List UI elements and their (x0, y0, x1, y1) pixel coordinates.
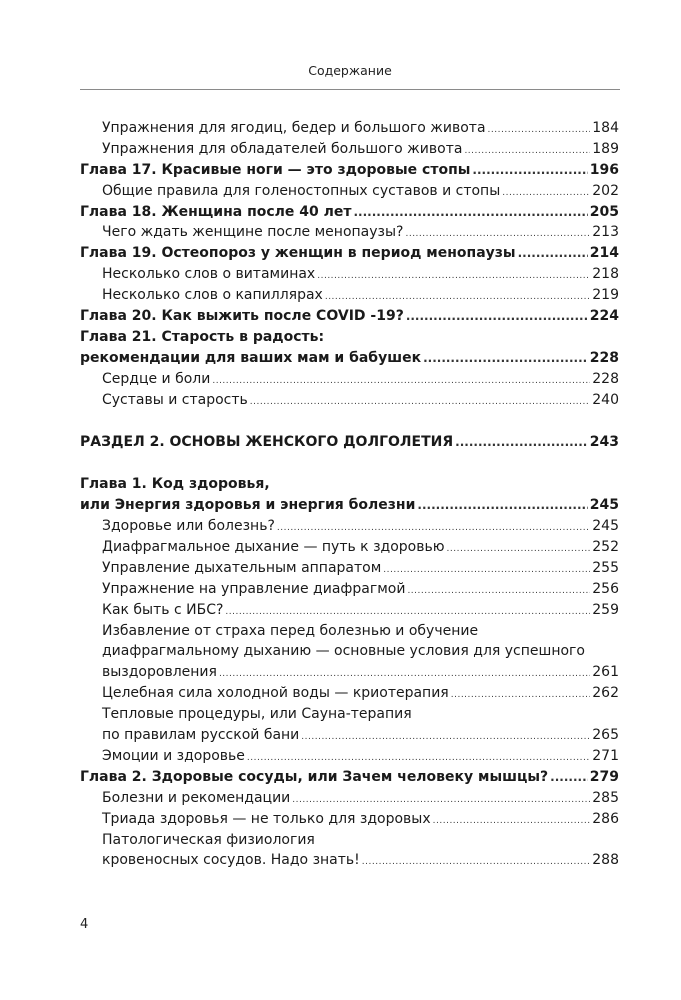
toc-entry-page: 288 (592, 852, 619, 869)
toc-entry-page: 279 (589, 768, 619, 785)
toc-entry-page: 271 (592, 747, 619, 764)
toc-subsection-entry[interactable] (80, 621, 619, 642)
toc-subsection-entry[interactable] (80, 139, 619, 160)
toc-entry-page: 261 (592, 664, 619, 681)
toc-entry-page: 243 (589, 433, 619, 450)
dot-leader (362, 852, 590, 873)
toc-entry-title: Тепловые процедуры, или Сауна-терапия (102, 706, 412, 723)
toc-entry-page: 214 (589, 245, 619, 262)
dot-leader (423, 348, 588, 369)
toc-entry-page: 205 (589, 203, 619, 220)
toc-chapter-entry[interactable] (80, 243, 619, 264)
dot-leader (407, 581, 590, 602)
toc-entry-title: Избавление от страха перед болезнью и обучение (102, 622, 479, 639)
toc-entry-title: Управление дыхательным аппаратом (102, 559, 382, 576)
toc-entry-page: 245 (592, 518, 619, 535)
toc-subsection-entry[interactable] (80, 579, 619, 600)
toc-subsection-entry[interactable] (80, 558, 619, 579)
toc-entry-page: 265 (592, 727, 619, 744)
toc-entry-title: РАЗДЕЛ 2. ОСНОВЫ ЖЕНСКОГО ДОЛГОЛЕТИЯ (80, 433, 454, 450)
toc-subsection-entry[interactable] (80, 683, 619, 704)
dot-leader (451, 685, 591, 706)
toc-entry-page: 228 (589, 349, 619, 366)
dot-leader (472, 160, 587, 181)
toc-entry-title: или Энергия здоровья и энергия болезни (80, 497, 416, 514)
header-rule (80, 89, 620, 90)
toc-entry-title: по правилам русской бани (102, 727, 300, 744)
toc-entry-title: Упражнение на управление диафрагмой (102, 580, 406, 597)
toc-entry-page: 189 (592, 140, 619, 157)
toc-entry-title: Сердце и боли (102, 370, 211, 387)
dot-leader (247, 748, 590, 769)
toc-entry-title: Общие правила для голеностопных суставов и стопы (102, 182, 501, 199)
toc-subsection-entry[interactable] (80, 830, 619, 851)
toc-subsection-entry[interactable] (80, 662, 619, 683)
toc-entry-title: Глава 21. Старость в радость: (80, 328, 325, 345)
toc-subsection-entry[interactable] (80, 850, 619, 871)
toc-entry-page: 213 (592, 224, 619, 241)
toc-entry-title: Целебная сила холодной воды — криотерапия (102, 685, 449, 702)
toc-subsection-entry[interactable] (80, 809, 619, 830)
dot-leader (550, 767, 588, 788)
toc-entry-page: 255 (592, 559, 619, 576)
dot-leader (405, 224, 590, 245)
toc-entry-title: рекомендации для ваших мам и бабушек (80, 349, 422, 366)
toc-entry-title: Как быть с ИБС? (102, 601, 224, 618)
dot-leader (317, 266, 590, 287)
toc-subsection-entry[interactable] (80, 390, 619, 411)
toc-entry-page: 240 (592, 391, 619, 408)
dot-leader (225, 602, 590, 623)
toc-entry-page: 262 (592, 685, 619, 702)
toc-entry-title: Глава 1. Код здоровья, (80, 476, 270, 493)
toc-entry-title: Триада здоровья — не только для здоровых (102, 810, 431, 827)
toc-entry-page: 256 (592, 580, 619, 597)
toc-subsection-entry[interactable] (80, 264, 619, 285)
toc-entry-title: выздоровления (102, 664, 217, 681)
toc-entry-page: 228 (592, 370, 619, 387)
toc-entry-title: Глава 20. Как выжить после COVID -19? (80, 308, 404, 325)
section-gap (80, 453, 619, 475)
dot-leader (301, 727, 590, 748)
toc-entry-title: Упражнения для ягодиц, бедер и большого живота (102, 120, 486, 136)
toc-chapter-entry[interactable] (80, 327, 619, 348)
dot-leader (250, 392, 590, 413)
page-number: 4 (80, 917, 89, 932)
toc-subsection-entry[interactable] (80, 369, 619, 390)
toc-entry-title: Патологическая физиология (102, 831, 315, 848)
section-gap (80, 410, 619, 432)
dot-leader (354, 202, 588, 223)
toc-chapter-entry[interactable] (80, 767, 619, 788)
dot-leader (455, 432, 588, 453)
toc-entry-page: 285 (592, 789, 619, 806)
toc-entry-title: Диафрагмальное дыхание — путь к здоровью (102, 539, 445, 556)
toc-entry-title: Эмоции и здоровье (102, 747, 245, 764)
toc-entry-page: 245 (589, 497, 619, 514)
dot-leader (488, 120, 591, 141)
toc-entry-title: Глава 19. Остеопороз у женщин в период менопаузы (80, 245, 516, 262)
toc-entry-title: диафрагмальному дыханию — основные условия для успешного (102, 643, 585, 660)
toc-entry-title: Здоровье или болезнь? (102, 518, 275, 535)
toc-subsection-entry[interactable] (80, 537, 619, 558)
toc-subsection-entry[interactable] (80, 516, 619, 537)
toc-subsection-entry[interactable] (80, 600, 619, 621)
dot-leader (325, 287, 590, 308)
toc-subsection-entry[interactable] (80, 725, 619, 746)
toc-entry-page: 196 (589, 161, 619, 178)
toc-chapter-entry[interactable] (80, 348, 619, 369)
toc-entry-page: 286 (592, 810, 619, 827)
toc-subsection-entry[interactable] (80, 746, 619, 767)
toc-entry-title: Глава 17. Красивые ноги — это здоровые стопы (80, 161, 471, 178)
toc-entry-page: 224 (589, 308, 619, 325)
toc-entry-title: Глава 18. Женщина после 40 лет (80, 203, 352, 220)
toc-chapter-entry[interactable] (80, 432, 619, 453)
toc-chapter-entry[interactable] (80, 474, 619, 495)
dot-leader (292, 790, 590, 811)
toc-chapter-entry[interactable] (80, 160, 619, 181)
dot-leader (447, 539, 591, 560)
dot-leader (383, 560, 590, 581)
running-head: Содержание (308, 63, 392, 78)
toc-entry-title: Чего ждать женщине после менопаузы? (102, 224, 404, 241)
toc-chapter-entry[interactable] (80, 495, 619, 516)
dot-leader (277, 518, 590, 539)
toc-chapter-entry[interactable] (80, 306, 619, 327)
toc-subsection-entry[interactable] (80, 641, 619, 662)
toc-entry-page: 184 (592, 120, 619, 136)
dot-leader (433, 811, 591, 832)
toc-subsection-entry[interactable] (80, 285, 619, 306)
toc-subsection-entry[interactable] (80, 222, 619, 243)
toc-entry-page: 218 (592, 266, 619, 283)
dot-leader (464, 141, 590, 162)
toc-entry-title: кровеносных сосудов. Надо знать! (102, 852, 360, 869)
table-of-contents (80, 118, 619, 871)
toc-subsection-entry[interactable] (80, 788, 619, 809)
toc-entry-page: 252 (592, 539, 619, 556)
toc-entry-page: 259 (592, 601, 619, 618)
toc-entry-title: Глава 2. Здоровые сосуды, или Зачем человеку мышцы? (80, 768, 549, 785)
toc-subsection-entry[interactable] (80, 118, 619, 139)
dot-leader (212, 371, 590, 392)
toc-entry-title: Болезни и рекомендации (102, 789, 291, 806)
toc-subsection-entry[interactable] (80, 704, 619, 725)
toc-entry-page: 219 (592, 287, 619, 304)
toc-entry-title: Несколько слов о витаминах (102, 266, 316, 283)
dot-leader (518, 243, 588, 264)
dot-leader (502, 183, 590, 204)
toc-subsection-entry[interactable] (80, 181, 619, 202)
dot-leader (406, 306, 588, 327)
dot-leader (417, 495, 587, 516)
toc-entry-title: Суставы и старость (102, 391, 248, 408)
toc-entry-title: Несколько слов о капиллярах (102, 287, 323, 304)
toc-chapter-entry[interactable] (80, 202, 619, 223)
dot-leader (219, 664, 590, 685)
toc-entry-page: 202 (592, 182, 619, 199)
toc-entry-title: Упражнения для обладателей большого живота (102, 140, 463, 157)
